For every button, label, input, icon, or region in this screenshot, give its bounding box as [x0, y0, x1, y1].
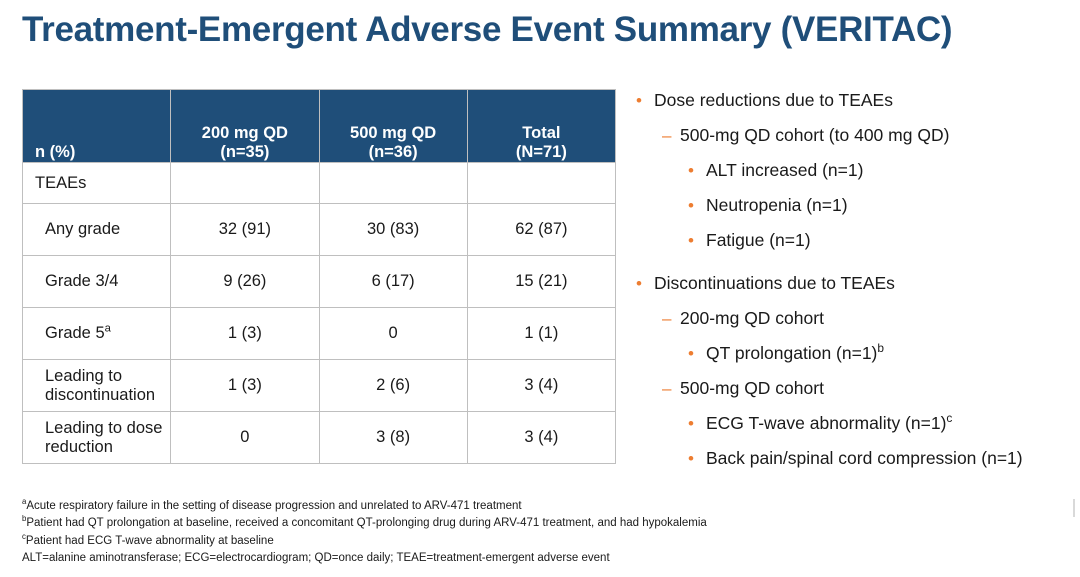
list-item: [688, 230, 1066, 252]
footnote-marker: c: [946, 411, 953, 426]
row-any-grade-cell-200mg: 32 (91): [171, 204, 319, 256]
column-header-n-percent: [23, 90, 171, 163]
footnote-c-marker: c: [22, 531, 26, 541]
list-item: [688, 448, 1066, 470]
footnote-b-marker: b: [22, 514, 27, 524]
row-dose-reduction-cell-200mg: 0: [171, 412, 319, 464]
teae-table: [22, 89, 616, 464]
list-item-label: 500-mg QD cohort (to 400 mg QD): [680, 124, 950, 145]
list-item-label: Neutropenia (n=1): [706, 194, 848, 215]
column-header-200mg-line2: (n=35): [220, 143, 270, 161]
list-item: [662, 308, 1066, 330]
bullet-marker-icon: •: [688, 160, 694, 180]
footnotes: [22, 498, 1062, 567]
list-item-label: Fatigue (n=1): [706, 229, 811, 250]
footnote-abbreviations: [22, 550, 1062, 567]
teae-table-container: [22, 89, 616, 464]
table-row: [23, 360, 616, 412]
footnote-marker: b: [877, 341, 885, 356]
bullet-marker-icon: •: [688, 195, 694, 215]
bullet-marker-icon: •: [636, 274, 642, 294]
row-any-grade-cell-500mg: 30 (83): [319, 204, 467, 256]
table-row: [23, 204, 616, 256]
row-label-leading-to-dose-reduction: Leading to dose reduction: [23, 412, 171, 464]
list-item: [662, 125, 1066, 147]
row-teaes-cell-200mg: [171, 163, 319, 204]
row-teaes-cell-total: [467, 163, 615, 204]
table-row: [23, 412, 616, 464]
list-item-label: ECG T-wave abnormality (n=1): [706, 412, 947, 433]
column-header-200mg-line1: 200 mg QD: [201, 124, 288, 142]
table-row: [23, 308, 616, 360]
row-label-teaes: TEAEs: [23, 163, 171, 204]
footnote-a-text: Acute respiratory failure in the setting of disease progression and unrelated to ARV-471 treatment: [26, 500, 522, 512]
dash-marker-icon: –: [662, 125, 672, 145]
list-item-label: Discontinuations due to TEAEs: [654, 273, 895, 294]
column-header-500mg: [319, 90, 467, 163]
list-item-label: Dose reductions due to TEAEs: [654, 90, 893, 110]
list-item-label: 500-mg QD cohort: [680, 378, 824, 398]
row-label-grade-5: [23, 308, 171, 360]
column-header-500mg-line2: (n=36): [368, 143, 418, 161]
row-label-grade-34: Grade 3/4: [23, 256, 171, 308]
footnote-abbreviations-text: ALT=alanine aminotransferase; ECG=electrocardiogram; QD=once daily; TEAE=treatment-emergent adverse event: [22, 551, 610, 564]
bullet-marker-icon: •: [636, 91, 642, 110]
table-header-row: [23, 90, 616, 163]
page-title: Treatment-Emergent Adverse Event Summary (VERITAC): [22, 10, 953, 49]
footnote-c-text: Patient had ECG T-wave abnormality at baseline: [25, 534, 274, 547]
column-header-total-line2: (N=71): [515, 143, 567, 161]
row-grade-34-cell-500mg: 6 (17): [319, 256, 467, 308]
footnote-b-text: Patient had QT prolongation at baseline, received a concomitant QT-prolonging drug during ARV-471 treatment, and had hypokalemia: [26, 517, 707, 530]
footnote-b: [22, 515, 1062, 532]
list-item: [636, 90, 1066, 112]
bullet-marker-icon: •: [688, 448, 694, 468]
table-row: [23, 256, 616, 308]
row-teaes-cell-500mg: [319, 163, 467, 204]
row-grade-34-cell-total: 15 (21): [467, 256, 615, 308]
row-discontinuation-cell-200mg: 1 (3): [171, 360, 319, 412]
row-discontinuation-cell-total: 3 (4): [467, 360, 615, 412]
row-label-grade-5-text: Grade 5: [45, 324, 105, 342]
row-label-leading-to-discontinuation: Leading to discontinuation: [23, 360, 171, 412]
column-header-total: [467, 90, 615, 163]
row-grade-5-cell-total: 1 (1): [467, 308, 615, 360]
row-dose-reduction-cell-500mg: 3 (8): [319, 412, 467, 464]
row-discontinuation-cell-500mg: 2 (6): [319, 360, 467, 412]
page-edge-mark: [1073, 499, 1075, 517]
bullet-list: [636, 90, 1066, 483]
bullet-marker-icon: •: [688, 344, 694, 364]
list-item-container: [706, 413, 1066, 435]
column-header-500mg-line1: 500 mg QD: [350, 124, 437, 142]
column-header-n-percent-label: n (%): [35, 143, 76, 161]
row-grade-34-cell-200mg: 9 (26): [171, 256, 319, 308]
list-item: [688, 413, 1066, 435]
list-item-label: Back pain/spinal cord compression (n=1): [706, 447, 1023, 468]
table-row-section-teaes: [23, 163, 616, 204]
list-item: [636, 273, 1066, 295]
row-grade-5-cell-200mg: 1 (3): [171, 308, 319, 360]
list-item: [662, 378, 1066, 400]
bullet-marker-icon: •: [688, 230, 694, 250]
table-body: [23, 163, 616, 464]
list-item-container: [706, 343, 1066, 365]
footnote-c: [22, 533, 1062, 550]
list-item: [688, 160, 1066, 182]
list-item: [688, 195, 1066, 217]
row-label-any-grade: Any grade: [23, 204, 171, 256]
list-item-label: QT prolongation (n=1): [706, 343, 878, 364]
row-label-grade-5-footnote-marker: a: [104, 322, 111, 335]
row-dose-reduction-cell-total: 3 (4): [467, 412, 615, 464]
row-grade-5-cell-500mg: 0: [319, 308, 467, 360]
list-item-label: 200-mg QD cohort: [680, 308, 824, 329]
bullet-marker-icon: •: [688, 413, 694, 433]
table-header: [23, 90, 616, 163]
list-item: [688, 343, 1066, 365]
list-item-label: ALT increased (n=1): [706, 159, 864, 180]
footnote-a-marker: a: [22, 497, 27, 507]
dash-marker-icon: –: [662, 309, 672, 329]
row-any-grade-cell-total: 62 (87): [467, 204, 615, 256]
footnote-a: [22, 498, 1062, 515]
dash-marker-icon: –: [662, 379, 672, 398]
column-header-200mg: [171, 90, 319, 163]
column-header-total-line1: Total: [522, 124, 561, 142]
